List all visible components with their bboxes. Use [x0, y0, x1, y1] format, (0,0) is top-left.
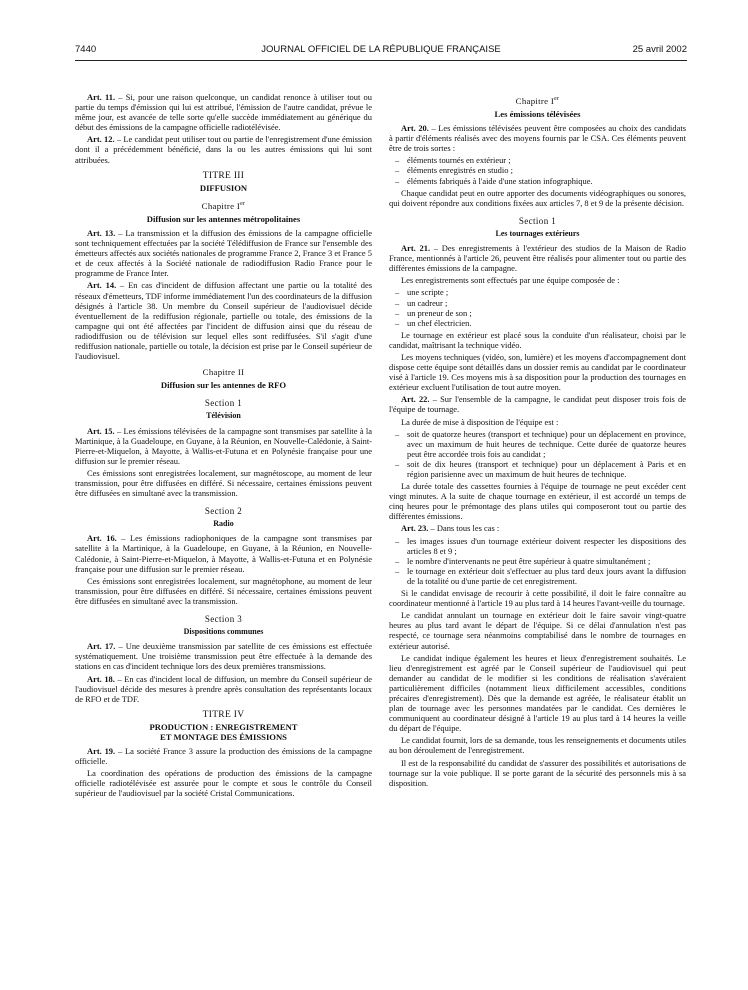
ordinal-suffix: er — [240, 200, 246, 207]
section-subheading: Dispositions communes — [183, 627, 264, 637]
titre-subheading: PRODUCTION : ENREGISTREMENT — [149, 721, 298, 732]
article-23 — [389, 523, 686, 533]
article-text: – La transmission et la diffusion des émissions de la campagne officielle sont techniquement effectuées par la société Télédiffusion de France sur l'ensemble des émetteurs affectés aux sociétés nationales de programme France 2, France 3 et France 5 et de ceux affectés à la Société nationale de radiodiffusion Radio France pour le programme de France Inter. — [75, 227, 372, 279]
article-label: Art. 22. — [401, 394, 430, 405]
article-text: – Les émissions radiophoniques de la campagne sont transmises par satellite à la Martinique, à la Guadeloupe, en Guyane, à la Réunion, en Nouvelle-Calédonie, à Saint-Pierre-et-Miquelon, à Mayotte, à Wallis-et-Futuna et en Polynésie française pour une diffusion sur le premier réseau. — [75, 533, 373, 574]
list-item: – un chef électricien. — [407, 318, 686, 328]
list-item: – éléments enregistrés en studio ; — [407, 165, 686, 175]
titre-heading: TITRE IV — [202, 709, 245, 720]
ordinal-suffix: er — [554, 96, 560, 102]
section-heading: Section 3 — [204, 614, 243, 625]
article-label: Art. 17. — [87, 641, 116, 652]
list-item: – soit de dix heures (transport et technique) pour un déplacement à Paris et en région parisienne avec un maximum de huit heures de technique. — [407, 459, 686, 479]
article-text: – Les émissions télévisées peuvent être composées au choix des candidats à partir d'éléments réalisés avec des moyens fournis par le CSA. Ces éléments peuvent être de trois sortes : — [389, 123, 686, 154]
article-16 — [75, 533, 372, 573]
chapter-heading: Chapitre Ier — [515, 95, 560, 106]
article-label: Art. 15. — [87, 425, 115, 436]
team-list — [389, 287, 686, 327]
article-text: – Le candidat peut utiliser tout ou partie de l'enregistrement d'une émission dont il a précédemment bénéficié, dans la ou les autres émissions qui lui sont attribuées. — [75, 134, 372, 165]
chapter-subheading: Diffusion sur les antennes métropolitaines — [146, 213, 301, 224]
article-paragraph: Le candidat indique également les heures et lieux d'enregistrement souhaités. Le lieu d'enregistrement est agréé par le Conseil supérieur de l'audiovisuel qui peut demander au candidat de le modifier si les conditions de réalisation s'avéraient particulièrement difficiles (notamment lieux difficilement accessibles, conditions précaires d'enregistrement). Dès que la demande est agréée, le réalisateur établit un plan de tournage avec les personnes mandatées par le candidat. Ces dernières le communiquent au coordinateur désigné à l'article 19 au plus tard à 14 heures la veille du départ de l'équipe. — [389, 652, 686, 734]
titre-heading: TITRE III — [202, 170, 245, 181]
conditions-list — [389, 536, 686, 586]
article-14 — [75, 280, 372, 361]
article-label: Art. 12. — [87, 134, 115, 145]
left-column — [75, 92, 372, 801]
list-item: – éléments tournés en extérieur ; — [407, 155, 686, 165]
chapter-heading: Chapitre Ier — [201, 200, 246, 211]
article-label: Art. 16. — [87, 533, 117, 544]
article-label: Art. 23. — [401, 523, 429, 534]
article-paragraph: Les moyens techniques (vidéo, son, lumière) et les moyens d'accompagnement dont dispose cette équipe sont détaillés dans un dossier remis au candidat par le coordinateur visé à l'article 19. Ces moyens mis à sa disposition pour la production des tournages en extérieur excluent l'utilisation de tout autre moyen. — [389, 351, 686, 393]
list-item: – éléments fabriqués à l'aide d'une station infographique. — [407, 176, 686, 186]
chapter-heading: Chapitre II — [202, 367, 245, 378]
section-heading: Section 1 — [518, 215, 557, 226]
article-paragraph: La durée de mise à disposition de l'équipe est : — [401, 416, 559, 427]
header-rule — [75, 60, 687, 61]
list-item: – les images issues d'un tournage extérieur doivent respecter les dispositions des articles 8 et 9 ; — [407, 536, 686, 556]
element-list — [389, 155, 686, 185]
article-label: Art. 18. — [87, 673, 115, 684]
article-paragraph: Le tournage en extérieur est placé sous la conduite d'un réalisateur, choisi par le candidat, maîtrisant la technique vidéo. — [389, 329, 686, 350]
publication-date: 25 avril 2002 — [632, 44, 687, 55]
list-item: – un preneur de son ; — [407, 308, 686, 318]
article-21 — [389, 243, 686, 273]
article-paragraph: Le candidat fournit, lors de sa demande, tous les renseignements et documents utiles au bon déroulement de l'enregistrement. — [389, 735, 686, 756]
section-subheading: Les tournages extérieurs — [495, 228, 580, 238]
article-paragraph: Si le candidat envisage de recourir à cette possibilité, il doit le faire connaître au coordinateur mentionné à l'article 19 au plus tard à 14 heures l'avant-veille du tournage. — [389, 588, 686, 609]
article-label: Art. 21. — [401, 243, 431, 254]
article-12 — [75, 134, 372, 164]
article-19 — [75, 746, 372, 766]
article-15 — [75, 426, 372, 466]
article-paragraph: Ces émissions sont enregistrées localement, sur magnétophone, au moment de leur transmission, pour être diffusées en différé. Si nécessaire, certaines émissions peuvent être diffusées en simultané avec la transmission. — [75, 575, 372, 606]
article-text: – La société France 3 assure la production des émissions de la campagne officielle. — [75, 746, 372, 767]
article-paragraph: La durée totale des cassettes fournies à l'équipe de tournage ne peut excéder cent vingt minutes. A la suite de chaque tournage en extérieur, il est accordé un temps de cinq heures pour le prémontage des plans utiles qui composeront tout ou partie des différentes émissions. — [389, 481, 686, 522]
article-text: – Des enregistrements à l'extérieur des studios de la Maison de Radio France, mentionnés à l'article 26, peuvent être réalisés pour alimenter tout ou partie des différentes émissions de la campagne. — [389, 243, 686, 274]
list-item: – le tournage en extérieur doit s'effectuer au plus tard deux jours avant la diffusion de la totalité ou d'une partie de cet enregistrement. — [407, 566, 686, 586]
article-17 — [75, 641, 372, 671]
article-paragraph: Ces émissions sont enregistrées localement, sur magnétoscope, au moment de leur transmission, pour être diffusées en différé. Si nécessaire, certaines émissions peuvent être diffusées en simultané avec la transmission. — [75, 467, 372, 499]
article-label: Art. 11. — [87, 92, 116, 102]
section-heading: Section 1 — [204, 398, 243, 409]
journal-title: JOURNAL OFFICIEL DE LA RÉPUBLIQUE FRANÇAISE — [261, 44, 501, 55]
article-label: Art. 13. — [87, 227, 116, 238]
section-subheading: Radio — [213, 519, 234, 529]
article-13 — [75, 228, 372, 278]
chapter-subheading: Diffusion sur les antennes de RFO — [160, 380, 287, 391]
article-text: – Si, pour une raison quelconque, un candidat renonce à utiliser tout ou partie du temps d'émission qui lui est attribué, l'émission de l'autre candidat, prévue le même jour, est avancée de telle sorte qu'elle succède immédiatement au générique du début des émissions de la campagne officielle radiotélévisée. — [75, 92, 372, 133]
chapter-subheading: Les émissions télévisées — [494, 109, 581, 120]
list-item: – une scripte ; — [407, 287, 686, 297]
article-text: – En cas d'incident local de diffusion, un membre du Conseil supérieur de l'audiovisuel décide des mesures à prendre après consultation des représentants locaux de RFO et de TDF. — [75, 673, 372, 704]
titre-subheading: ET MONTAGE DES ÉMISSIONS — [160, 731, 287, 742]
article-label: Art. 14. — [87, 280, 117, 291]
article-label: Art. 19. — [87, 746, 116, 757]
article-11 — [75, 92, 372, 132]
titre-subheading: DIFFUSION — [199, 182, 248, 193]
article-label: Art. 20. — [401, 123, 429, 134]
article-22 — [389, 394, 686, 414]
section-subheading: Télévision — [206, 411, 241, 421]
running-header — [75, 44, 687, 58]
article-18 — [75, 674, 372, 704]
list-item: – le nombre d'intervenants ne peut être supérieur à quatre simultanément ; — [407, 556, 686, 566]
article-paragraph: Les enregistrements sont effectués par une équipe composée de : — [401, 275, 620, 286]
list-item: – soit de quatorze heures (transport et technique) pour un déplacement en province, avec un maximum de huit heures de technique. Cette durée de quatorze heures peut être accordée trois fois au candidat ; — [407, 429, 686, 459]
article-paragraph: Chaque candidat peut en outre apporter des documents vidéographiques ou sonores, qui doivent répondre aux conditions fixées aux articles 7, 8 et 9 de la présente décision. — [389, 187, 686, 208]
article-paragraph: Il est de la responsabilité du candidat de s'assurer des possibilités et autorisations de tournage sur la voie publique. Il se porte garant de la sécurité des personnels mis à sa disposition. — [389, 757, 686, 788]
article-text: – Une deuxième transmission par satellite de ces émissions est effectuée systématiquement. Une troisième transmission peut être effectuée à la demande des stations en cas d'incident technique lors des deux premières transmissions. — [75, 641, 372, 672]
article-text: – Dans tous les cas : — [428, 523, 500, 534]
article-20 — [389, 123, 686, 153]
article-paragraph: La coordination des opérations de production des émissions de la campagne officielle radiotélévisée est assurée pour le compte et sous le contrôle du Conseil supérieur de l'audiovisuel par la société Cristal Communications. — [75, 768, 372, 799]
article-paragraph: Le candidat annulant un tournage en extérieur doit le faire savoir vingt-quatre heures au plus tard avant le départ de l'équipe. Si ce délai d'annulation n'est pas respecté, ce tournage sera néanmoins comptabilisé dans le nombre de tournages en extérieur autorisé. — [389, 610, 686, 651]
page-number: 7440 — [75, 44, 97, 55]
duration-list — [389, 429, 686, 479]
right-column — [389, 92, 686, 790]
list-item: – un cadreur ; — [407, 298, 686, 308]
article-text: – Sur l'ensemble de la campagne, le candidat peut disposer trois fois de l'équipe de tournage. — [389, 394, 686, 415]
article-text: – En cas d'incident de diffusion affectant une partie ou la totalité des réseaux d'émetteurs, TDF informe immédiatement l'un des coordinateurs de la diffusion désignés à l'article 38. Un membre du Conseil supérieur de l'audiovisuel décide éventuellement de la rediffusion régionale, partielle ou totale, des émissions de la campagne qui ont été affectées par l'incident de diffusion ainsi que du réseau de radiodiffusion ou de télévision sur lequel elles sont rediffusées. S'il s'agit d'une rediffusion nationale, partielle ou totale, la décision est prise par le Conseil supérieur de l'audiovisuel. — [75, 280, 372, 362]
section-heading: Section 2 — [204, 506, 243, 517]
article-text: – Les émissions télévisées de la campagne sont transmises par satellite à la Martinique, à la Guadeloupe, en Guyane, à la Réunion, en Nouvelle-Calédonie, à Saint-Pierre-et-Miquelon, à Mayotte, à Wallis-et-Futuna et en Polynésie française pour une diffusion sur le premier réseau. — [75, 425, 372, 466]
